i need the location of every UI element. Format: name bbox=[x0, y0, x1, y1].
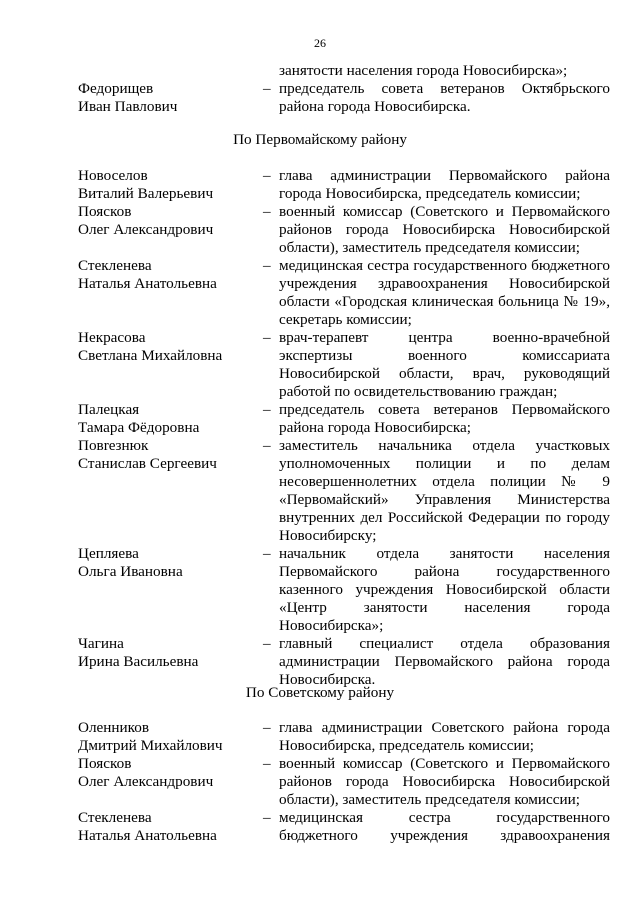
member-surname: Стекленева bbox=[78, 809, 152, 826]
member-given-names: Олег Александрович bbox=[78, 773, 214, 790]
entry-dash: – bbox=[263, 167, 271, 184]
member-role-line: Новосибирску; bbox=[279, 527, 377, 544]
entry-dash: – bbox=[263, 401, 271, 418]
member-role-line: Новосибирска»; bbox=[279, 617, 384, 634]
member-role-line: «Центр занятости населения города bbox=[279, 599, 610, 616]
member-role-line: внутренних дел Российской Федерации по городу bbox=[279, 509, 610, 526]
member-role-line: несовершеннолетних отдела полиции № 9 bbox=[279, 473, 610, 490]
section-heading: По Советскому району bbox=[245, 684, 395, 701]
member-given-names: Дмитрий Михайлович bbox=[78, 737, 223, 754]
member-surname: Повreзнюк bbox=[78, 437, 149, 454]
entry-dash: – bbox=[263, 80, 271, 97]
member-given-names: Станислав Сергеевич bbox=[78, 455, 217, 472]
continued-text: занятости населения города Новосибирска»; bbox=[279, 62, 568, 79]
member-role-line: бюджетного учреждения здравоохранения bbox=[279, 827, 610, 844]
member-role-line: глава администрации Первомайского района bbox=[279, 167, 610, 184]
member-role-line: работой по освидетельствованию граждан; bbox=[279, 383, 558, 400]
member-given-names: Наталья Анатольевна bbox=[78, 827, 217, 844]
member-surname: Цепляева bbox=[78, 545, 139, 562]
entry-dash: – bbox=[263, 257, 271, 274]
member-role-line: председатель совета ветеранов Октябрьского bbox=[279, 80, 610, 97]
entry-dash: – bbox=[263, 437, 271, 454]
member-role-line: военный комиссар (Советского и Первомайского bbox=[279, 203, 610, 220]
entry-dash: – bbox=[263, 329, 271, 346]
member-role-line: области «Городская клиническая больница № 19», bbox=[279, 293, 610, 310]
member-surname: Некрасова bbox=[78, 329, 146, 346]
member-role-line: районов города Новосибирска Новосибирской bbox=[279, 773, 610, 790]
member-role-line: главный специалист отдела образования bbox=[279, 635, 610, 652]
member-role-line: администрации Первомайского района города bbox=[279, 653, 610, 670]
entry-dash: – bbox=[263, 719, 271, 736]
member-surname: Стекленева bbox=[78, 257, 152, 274]
member-role-line: учреждения здравоохранения Новосибирской bbox=[279, 275, 610, 292]
member-surname: Оленников bbox=[78, 719, 150, 736]
member-role-line: начальник отдела занятости населения bbox=[279, 545, 610, 562]
section-heading: По Первомайскому району bbox=[233, 131, 407, 148]
member-role-line: области), заместитель председателя комиссии; bbox=[279, 239, 580, 256]
entry-dash: – bbox=[263, 203, 271, 220]
member-given-names: Светлана Михайловна bbox=[78, 347, 223, 364]
member-role-line: врач-терапевт центра военно-врачебной bbox=[279, 329, 610, 346]
member-role-line: «Первомайский» Управления Министерства bbox=[279, 491, 610, 508]
member-role-line: Первомайского района государственного bbox=[279, 563, 610, 580]
member-role-line: Новосибирска. bbox=[279, 671, 376, 688]
page-number: 26 bbox=[314, 36, 326, 50]
member-surname: Новоселов bbox=[78, 167, 148, 184]
entry-dash: – bbox=[263, 635, 271, 652]
member-role-line: района города Новосибирска. bbox=[279, 98, 471, 115]
member-given-names: Наталья Анатольевна bbox=[78, 275, 217, 292]
member-surname: Палецкая bbox=[78, 401, 140, 418]
member-given-names: Иван Павлович bbox=[78, 98, 178, 115]
member-role-line: медицинская сестра государственного bbox=[279, 809, 610, 826]
member-role-line: заместитель начальника отдела участковых bbox=[279, 437, 610, 454]
member-role-line: Новосибирской области, врач, руководящий bbox=[279, 365, 610, 382]
member-role-line: экспертизы военного комиссариата bbox=[279, 347, 610, 364]
member-surname: Поясков bbox=[78, 203, 132, 220]
member-given-names: Олег Александрович bbox=[78, 221, 214, 238]
member-role-line: председатель совета ветеранов Первомайского bbox=[279, 401, 610, 418]
entry-dash: – bbox=[263, 545, 271, 562]
member-surname: Федорищев bbox=[78, 80, 154, 97]
member-role-line: глава администрации Советского района города bbox=[279, 719, 610, 736]
entry-dash: – bbox=[263, 755, 271, 772]
member-role-line: районов города Новосибирска Новосибирской bbox=[279, 221, 610, 238]
member-role-line: области), заместитель председателя комиссии; bbox=[279, 791, 580, 808]
entry-dash: – bbox=[263, 809, 271, 826]
member-role-line: секретарь комиссии; bbox=[279, 311, 412, 328]
member-role-line: района города Новосибирска; bbox=[279, 419, 471, 436]
member-surname: Поясков bbox=[78, 755, 132, 772]
member-given-names: Виталий Валерьевич bbox=[78, 185, 214, 202]
member-given-names: Тамара Фёдоровна bbox=[78, 419, 200, 436]
member-role-line: медицинская сестра государственного бюджетного bbox=[279, 257, 610, 274]
member-role-line: военный комиссар (Советского и Первомайского bbox=[279, 755, 610, 772]
member-role-line: Новосибирска, председатель комиссии; bbox=[279, 737, 534, 754]
member-role-line: казенного учреждения Новосибирской области bbox=[279, 581, 610, 598]
member-role-line: уполномоченных полиции и по делам bbox=[279, 455, 610, 472]
member-role-line: города Новосибирска, председатель комиссии; bbox=[279, 185, 581, 202]
member-given-names: Ольга Ивановна bbox=[78, 563, 183, 580]
member-given-names: Ирина Васильевна bbox=[78, 653, 199, 670]
member-surname: Чагина bbox=[78, 635, 124, 652]
